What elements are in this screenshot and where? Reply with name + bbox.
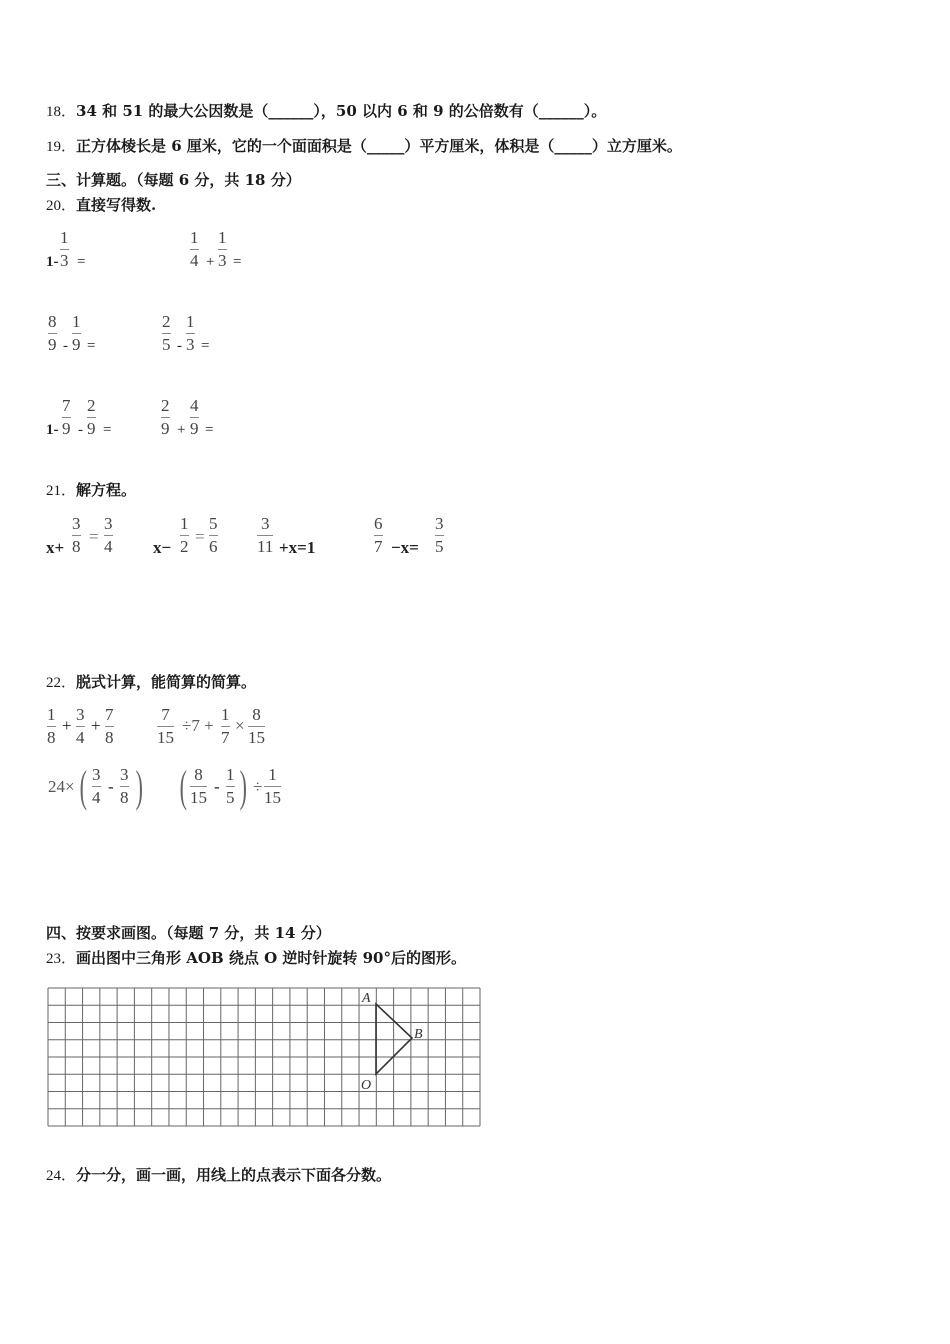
right-paren: ) bbox=[239, 762, 247, 811]
question-text: 正方体棱长是 6 厘米，它的一个面面积是（_____）平方厘米，体积是（_____）立方厘米。 bbox=[76, 137, 682, 155]
rhs: +x=1 bbox=[279, 538, 316, 557]
question-22 bbox=[46, 672, 256, 693]
question-number: 21． bbox=[46, 483, 77, 499]
fraction: 1 3 bbox=[218, 228, 227, 270]
label-o: O bbox=[361, 1078, 372, 1093]
question-23 bbox=[46, 948, 466, 969]
fraction: 1 9 bbox=[72, 312, 81, 354]
fraction: 1 5 bbox=[226, 765, 235, 807]
operator: × bbox=[235, 716, 245, 735]
equals: = bbox=[77, 254, 86, 270]
question-21 bbox=[46, 480, 136, 501]
fraction: 3 4 bbox=[104, 514, 113, 556]
lhs: x+ bbox=[46, 538, 65, 557]
prefix: 1- bbox=[46, 254, 59, 270]
question-number: 18． bbox=[46, 104, 77, 120]
fraction: 3 4 bbox=[76, 705, 85, 747]
question-text: 解方程。 bbox=[76, 481, 137, 499]
right-paren: ) bbox=[135, 762, 143, 811]
fraction: 1 8 bbox=[47, 705, 56, 747]
equals: = bbox=[201, 338, 210, 354]
question-number: 23． bbox=[46, 951, 77, 967]
operator: + bbox=[177, 422, 186, 438]
equals: = bbox=[233, 254, 242, 270]
fraction: 1 3 bbox=[186, 312, 195, 354]
question-20 bbox=[46, 195, 156, 216]
lhs: x− bbox=[153, 538, 172, 557]
operator: + bbox=[62, 716, 72, 735]
operator: - bbox=[108, 777, 114, 796]
fraction: 1 2 bbox=[180, 514, 189, 556]
operator: ÷7 + bbox=[182, 716, 214, 735]
label-b: B bbox=[414, 1027, 423, 1042]
question-text: 脱式计算，能简算的简算。 bbox=[76, 673, 257, 691]
question-number: 20． bbox=[46, 198, 77, 214]
fraction: 3 4 bbox=[92, 765, 101, 807]
equals: = bbox=[195, 527, 205, 546]
operator: + bbox=[91, 716, 101, 735]
prefix: 1- bbox=[46, 422, 59, 438]
equals: = bbox=[87, 338, 96, 354]
fraction: 1 3 bbox=[60, 228, 69, 270]
left-paren: ( bbox=[79, 762, 87, 811]
equals: = bbox=[103, 422, 112, 438]
fraction: 7 9 bbox=[62, 396, 71, 438]
grid-lines bbox=[48, 988, 480, 1126]
fraction: 2 5 bbox=[162, 312, 171, 354]
section-heading: 三、计算题。（每题 6 分，共 18 分） bbox=[46, 171, 301, 189]
question-number: 19． bbox=[46, 139, 77, 155]
question-text: 34 和 51 的最大公因数是（______），50 以内 6 和 9 的公倍数有（______）。 bbox=[76, 102, 607, 120]
question-number: 22． bbox=[46, 675, 77, 691]
equals: = bbox=[89, 527, 99, 546]
operator: - bbox=[177, 338, 182, 354]
fraction: 2 9 bbox=[161, 396, 170, 438]
fraction: 8 15 bbox=[190, 765, 207, 807]
fraction: 8 9 bbox=[48, 312, 57, 354]
operator: ÷ bbox=[253, 777, 263, 796]
fraction: 1 4 bbox=[190, 228, 199, 270]
fraction: 7 15 bbox=[157, 705, 174, 747]
question-24 bbox=[46, 1165, 391, 1186]
fraction: 4 9 bbox=[190, 396, 199, 438]
fraction: 3 8 bbox=[72, 514, 81, 556]
fraction: 1 15 bbox=[264, 765, 281, 807]
question-text: 直接写得数. bbox=[76, 196, 157, 214]
section-heading: 四、按要求画图。（每题 7 分，共 14 分） bbox=[46, 924, 331, 942]
question-text: 画出图中三角形 AOB 绕点 O 逆时针旋转 90°后的图形。 bbox=[76, 949, 466, 967]
left-paren: ( bbox=[179, 762, 187, 811]
fraction: 3 8 bbox=[120, 765, 129, 807]
prefix: 24× bbox=[48, 777, 75, 796]
fraction: 2 9 bbox=[87, 396, 96, 438]
fraction: 7 8 bbox=[105, 705, 114, 747]
operator: - bbox=[214, 777, 220, 796]
fraction: 5 6 bbox=[209, 514, 218, 556]
question-18 bbox=[46, 101, 606, 122]
fraction: 3 5 bbox=[435, 514, 444, 556]
grid-figure bbox=[46, 986, 482, 1128]
fraction: 6 7 bbox=[374, 514, 383, 556]
fraction: 3 11 bbox=[257, 514, 274, 556]
operator: - bbox=[78, 422, 83, 438]
operator: + bbox=[206, 254, 215, 270]
middle: −x= bbox=[391, 538, 419, 557]
fraction: 8 15 bbox=[248, 705, 265, 747]
operator: - bbox=[63, 338, 68, 354]
label-a: A bbox=[362, 991, 371, 1006]
equals: = bbox=[205, 422, 214, 438]
fraction: 1 7 bbox=[221, 705, 230, 747]
question-19 bbox=[46, 136, 682, 157]
question-text: 分一分，画一画，用线上的点表示下面各分数。 bbox=[76, 1166, 392, 1184]
question-number: 24． bbox=[46, 1168, 77, 1184]
